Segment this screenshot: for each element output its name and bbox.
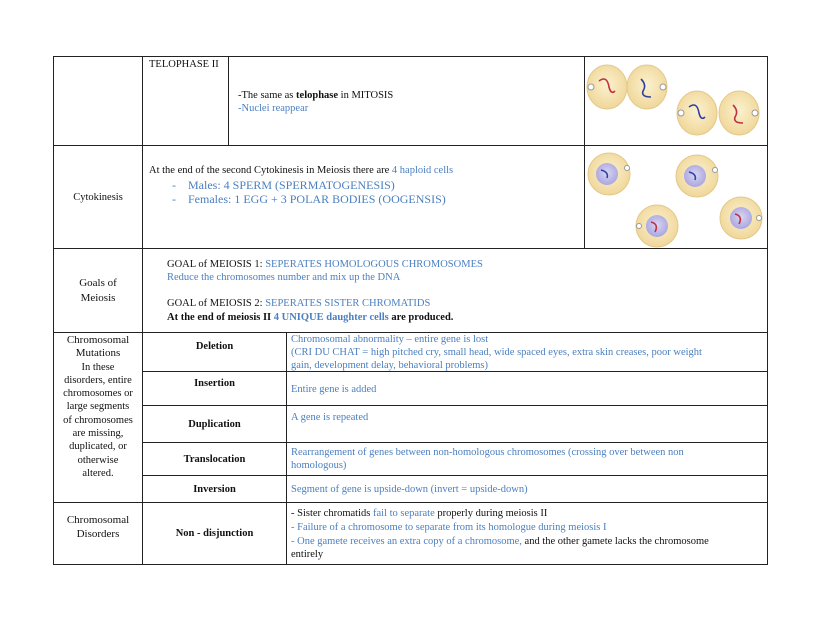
- mutation-name-duplication: Duplication: [188, 418, 241, 430]
- telophase-cells-illustration: [585, 57, 767, 145]
- cytokinesis-intro: At the end of the second Cytokinesis in Meiosis there are 4 haploid cells: [149, 165, 454, 176]
- telophase-line1: -The same as telophase in MITOSIS: [238, 90, 394, 101]
- telophase-line2: -Nuclei reappear: [238, 103, 309, 114]
- disorder-name-nondisjunction: Non - disjunction: [175, 528, 254, 539]
- goal-meiosis-2: GOAL of MEIOSIS 2: SEPERATES SISTER CHROMATIDS: [167, 298, 431, 309]
- cytokinesis-bullet-males: - Males: 4 SPERM (SPERMATOGENESIS): [172, 178, 395, 192]
- mutation-desc-insertion: Entire gene is added: [291, 384, 377, 395]
- col-divider: [286, 332, 287, 565]
- mutations-label: Chromosomal Mutations In these disorders, entire chromosomes or large segments of chromosomes are missing, duplicated, or otherwise altered.: [63, 334, 133, 479]
- goal-meiosis-1: GOAL of MEIOSIS 1: SEPERATES HOMOLOGOUS CHROMOSOMES: [167, 259, 483, 270]
- nondisjunction-line4: entirely: [291, 549, 324, 560]
- goals-label: Goals of Meiosis: [79, 276, 117, 304]
- nondisjunction-line3: - One gamete receives an extra copy of a chromosome, and the other gamete lacks the chromosome: [291, 536, 709, 547]
- dividing-cell-pair: [587, 65, 667, 109]
- haploid-cell: [588, 153, 630, 195]
- telophase-label: TELOPHASE II: [149, 59, 219, 70]
- nondisjunction-line1: - Sister chromatids fail to separate properly during meiosis II: [291, 508, 548, 519]
- cytokinesis-cells-illustration: [585, 146, 767, 248]
- table-border-right: [767, 56, 768, 565]
- col-divider: [228, 56, 229, 146]
- mutation-name-translocation: Translocation: [183, 453, 246, 465]
- mutation-desc-translocation: Rearrangement of genes between non-homologous chromosomes (crossing over between non homologous): [291, 447, 684, 471]
- mutation-name-insertion: Insertion: [194, 377, 235, 389]
- dividing-cell-pair: [677, 91, 759, 135]
- haploid-cell: [720, 197, 762, 239]
- row-divider: [53, 248, 768, 249]
- mutation-name-inversion: Inversion: [193, 483, 236, 495]
- haploid-cell: [676, 155, 718, 197]
- goal-end-statement: At the end of meiosis II 4 UNIQUE daughter cells are produced.: [167, 312, 454, 323]
- mutation-desc-deletion: Chromosomal abnormality – entire gene is lost (CRI DU CHAT = high pitched cry, small head, wide spaced eyes, extra skin creases, poor weight gain, development delay, behavioral problems): [291, 334, 702, 371]
- mutation-desc-duplication: A gene is repeated: [291, 412, 369, 423]
- mutation-desc-inversion: Segment of gene is upside-down (invert = upside-down): [291, 484, 528, 495]
- haploid-cell: [636, 205, 678, 247]
- mutation-name-deletion: Deletion: [195, 340, 234, 352]
- nondisjunction-line2: - Failure of a chromosome to separate from its homologue during meiosis I: [291, 522, 607, 533]
- cytokinesis-label: Cytokinesis: [73, 191, 123, 203]
- goal-meiosis-1-sub: Reduce the chromosomes number and mix up the DNA: [167, 272, 401, 283]
- table-border-bottom: [53, 564, 768, 565]
- disorders-label: Chromosomal Disorders: [66, 514, 130, 540]
- cytokinesis-bullet-females: - Females: 1 EGG + 3 POLAR BODIES (OOGENSIS): [172, 192, 446, 206]
